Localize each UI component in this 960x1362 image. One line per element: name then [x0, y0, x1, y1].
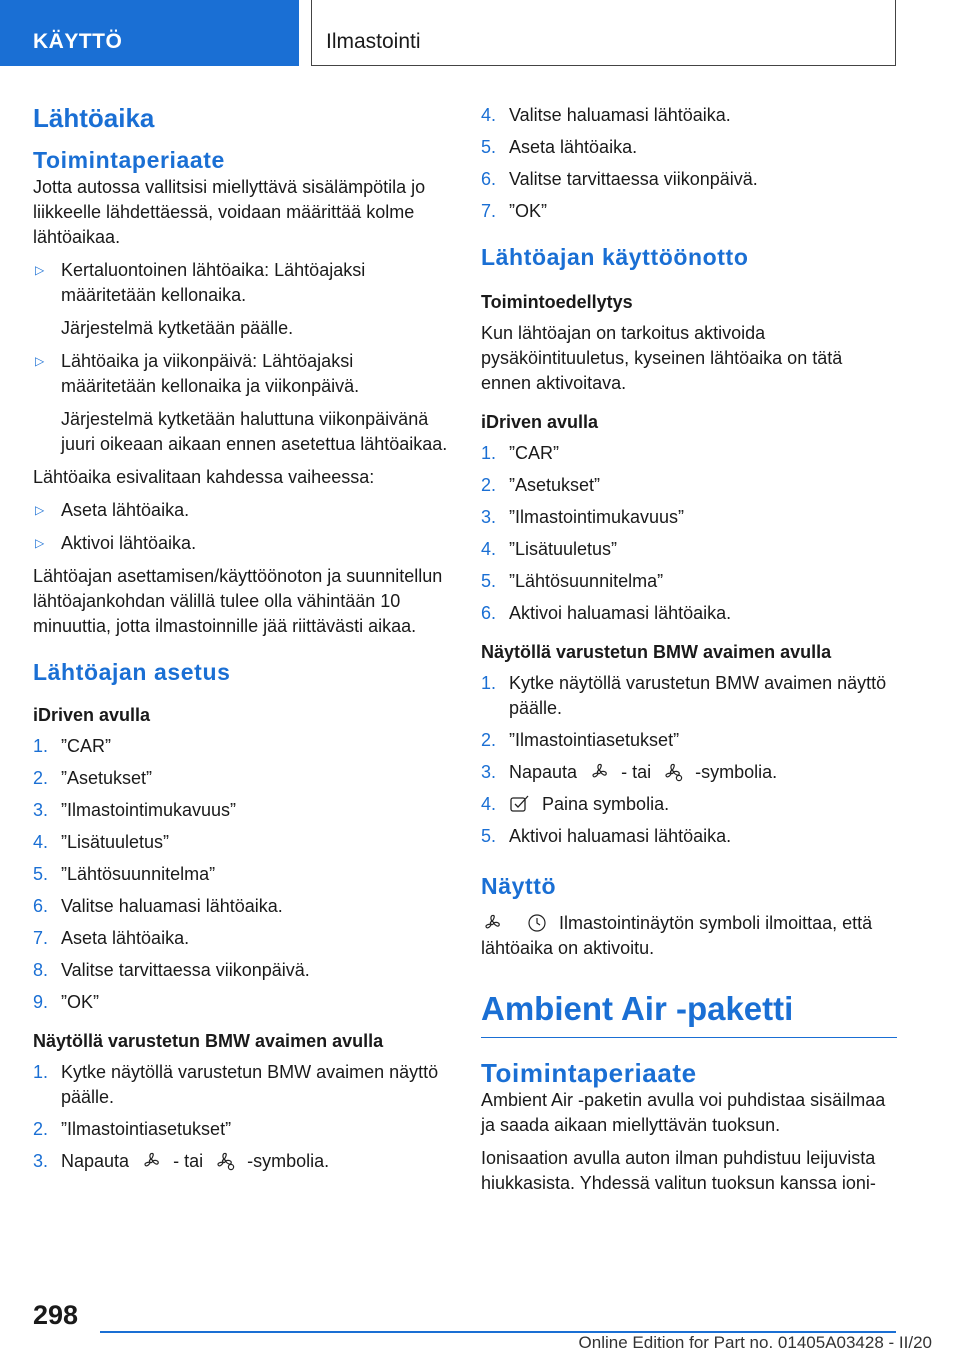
list-item: 2. ”Ilmastointiasetukset”	[33, 1119, 232, 1139]
list-item: 5. ”Lähtösuunnitelma”	[33, 864, 216, 884]
checkbox-icon	[509, 794, 531, 814]
clock-icon	[526, 913, 548, 933]
list-item: 2. ”Asetukset”	[33, 768, 153, 788]
section-tab: KÄYTTÖ	[0, 0, 299, 66]
heading-display: Näyttö	[481, 873, 557, 899]
bullet-text: Lähtöaika ja viikonpäivä: Lähtöajaksi määritetään kellonaika ja viikonpäivä.	[61, 351, 360, 396]
heading-principle: Toimintaperiaate	[33, 147, 225, 173]
triangle-bullet-icon: ▷	[35, 536, 45, 550]
bullet-item	[33, 349, 449, 399]
key-steps-list	[481, 671, 897, 849]
fan-icon	[588, 762, 610, 782]
page-number: 298	[33, 1300, 79, 1330]
ambient-air-title: Ambient Air -paketti	[481, 987, 897, 1038]
ambient-paragraph-2: Ionisaation avulla auton ilman puhdistuu leijuvista hiukkasista. Yhdessä valitun tuoksun kanssa ioni-	[481, 1148, 876, 1193]
triangle-bullet-icon: ▷	[35, 503, 45, 517]
triangle-bullet-icon: ▷	[35, 354, 45, 368]
edition-note: Online Edition for Part no. 01405A03428 - II/20	[578, 1333, 932, 1352]
preset-paragraph: Lähtöaika esivalitaan kahdessa vaiheessa:	[33, 467, 375, 487]
list-item: 4. Valitse haluamasi lähtöaika.	[481, 105, 731, 125]
note-paragraph: Lähtöajan asettamisen/käyttöönoton ja suunnitellun lähtöajankohdan välillä tulee olla vähintään 10 minuuttia, jotta ilmastoinnille jää riittävästi aikaa.	[33, 566, 443, 636]
list-item: 1. ”CAR”	[481, 443, 559, 463]
ambient-paragraph-1: Ambient Air -paketin avulla voi puhdistaa sisäilmaa ja saada aikaan miellyttävän tuoksun.	[481, 1090, 886, 1135]
heading-bmw-key: Näytöllä varustetun BMW avaimen avulla	[33, 1031, 384, 1051]
bullet-subtext: Järjestelmä kytketään haluttuna viikonpäivänä juuri oikeaan aikaan ennen asetettua lähtöaikaa.	[61, 409, 448, 454]
list-item: 4. ”Lisätuuletus”	[33, 832, 170, 852]
bullet-text: Aseta lähtöaika.	[61, 500, 190, 520]
list-item: 5. ”Lähtösuunnitelma”	[481, 571, 664, 591]
list-item: 4. Paina symbolia.	[481, 794, 670, 814]
list-item: 2. ”Ilmastointiasetukset”	[481, 730, 680, 750]
heading-requirements: Toimintoedellytys	[481, 292, 633, 312]
section-title-departure-time: Lähtöaika	[33, 103, 155, 133]
bullet-text: Aktivoi lähtöaika.	[61, 533, 197, 553]
list-item: 1. ”CAR”	[33, 736, 111, 756]
requirements-paragraph: Kun lähtöajan on tarkoitus aktivoida pysäköintituuletus, kyseinen lähtöaika on tätä ennen aktivoitava.	[481, 323, 843, 393]
left-column	[33, 95, 449, 1181]
bullet-item	[33, 258, 449, 308]
continued-steps-list	[481, 103, 897, 224]
list-item: 8. Valitse tarvittaessa viikonpäivä.	[33, 960, 310, 980]
fan-icon	[140, 1151, 162, 1171]
list-item: 9. ”OK”	[33, 992, 99, 1012]
heading-ambient-principle: Toimintaperiaate	[481, 1058, 697, 1088]
list-item: 3. ”Ilmastointimukavuus”	[481, 507, 685, 527]
list-item: 6. Aktivoi haluamasi lähtöaika.	[481, 603, 732, 623]
list-item: 3. Napauta - tai -symbolia.	[33, 1151, 330, 1171]
list-item: 6. Valitse haluamasi lähtöaika.	[33, 896, 283, 916]
heading-activation: Lähtöajan käyttöönotto	[481, 244, 749, 270]
bullet-subtext: Järjestelmä kytketään päälle.	[61, 318, 294, 338]
idrive-steps-list	[481, 441, 897, 626]
list-item: 7. ”OK”	[481, 201, 547, 221]
list-item: 1. Kytke näytöllä varustetun BMW avaimen näyttö päälle.	[33, 1062, 439, 1107]
bullet-text: Kertaluontoinen lähtöaika: Lähtöajaksi määritetään kellonaika.	[61, 260, 366, 305]
page-header	[0, 0, 960, 66]
list-item: 7. Aseta lähtöaika.	[33, 928, 190, 948]
heading-idrive: iDriven avulla	[33, 705, 151, 725]
list-item: 5. Aktivoi haluamasi lähtöaika.	[481, 826, 732, 846]
triangle-bullet-icon: ▷	[35, 263, 45, 277]
list-item: 5. Aseta lähtöaika.	[481, 137, 638, 157]
list-item: 6. Valitse tarvittaessa viikonpäivä.	[481, 169, 758, 189]
list-item: 4. ”Lisätuuletus”	[481, 539, 618, 559]
heading-idrive: iDriven avulla	[481, 412, 599, 432]
list-item: 3. Napauta - tai -symbolia.	[481, 762, 778, 782]
fan-icon	[481, 913, 503, 933]
list-item: 2. ”Asetukset”	[481, 475, 601, 495]
chapter-tab: Ilmastointi	[311, 0, 896, 66]
intro-paragraph: Jotta autossa vallitsisi miellyttävä sisälämpötila jo liikkeelle lähdettäessä, voidaan määrittää kolme lähtöaikaa.	[33, 177, 426, 247]
list-item: 1. Kytke näytöllä varustetun BMW avaimen näyttö päälle.	[481, 673, 887, 718]
fan-clock-icon	[214, 1151, 236, 1171]
display-paragraph: Ilmastointinäytön symboli ilmoittaa, että lähtöaika on aktivoitu.	[481, 913, 873, 958]
list-item: 3. ”Ilmastointimukavuus”	[33, 800, 237, 820]
bullet-item	[33, 531, 449, 556]
key-steps-list	[33, 1060, 449, 1174]
heading-setting: Lähtöajan asetus	[33, 659, 231, 685]
bullet-item	[33, 498, 449, 523]
right-column	[481, 95, 897, 1204]
fan-clock-icon	[662, 762, 684, 782]
heading-bmw-key: Näytöllä varustetun BMW avaimen avulla	[481, 642, 832, 662]
idrive-steps-list	[33, 734, 449, 1015]
